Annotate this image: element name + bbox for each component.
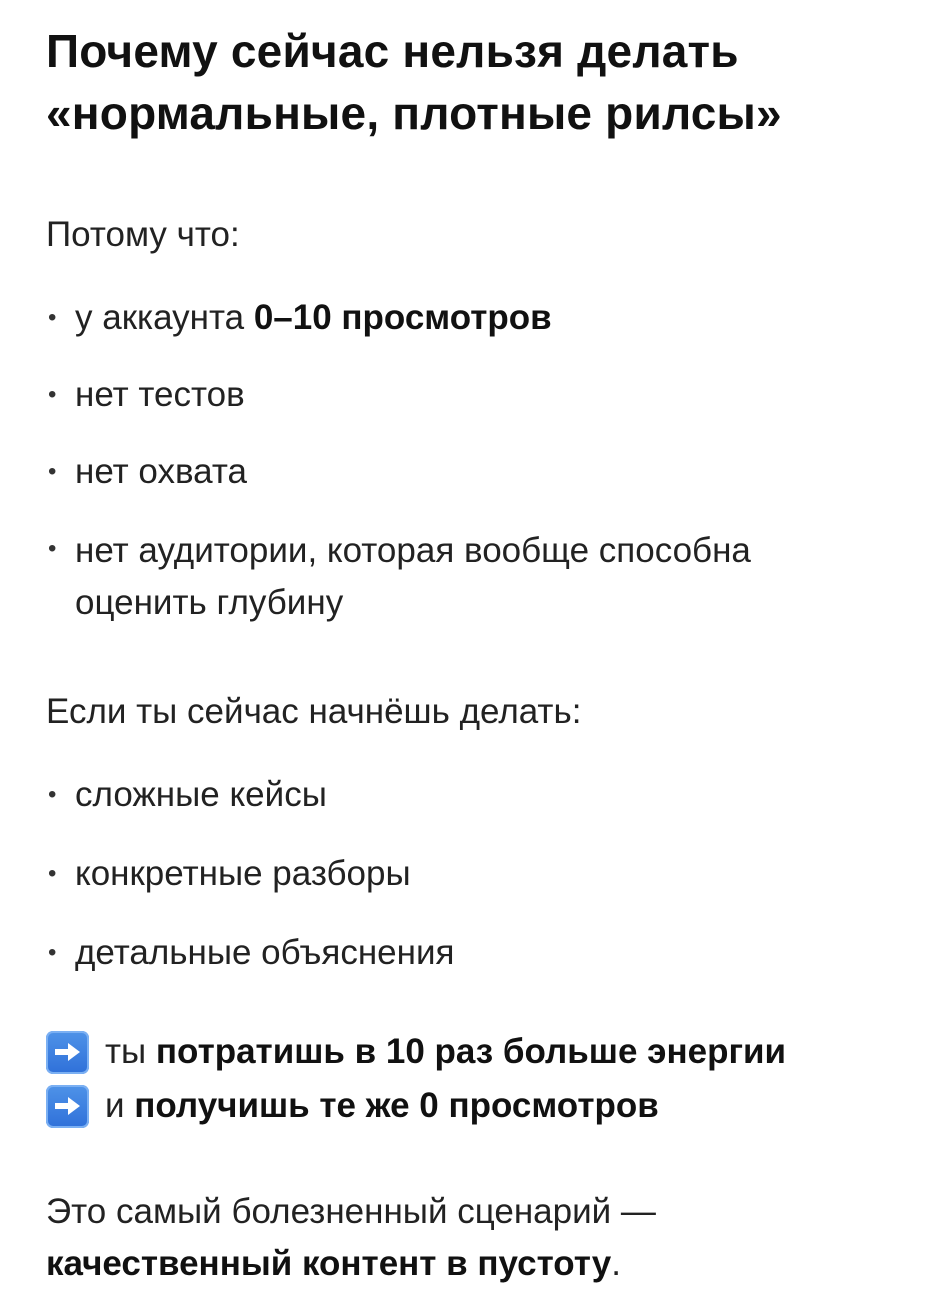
title-line-2: «нормальные, плотные рилсы» <box>46 87 782 139</box>
reason-item-audience-line-2: оценить глубину <box>75 583 344 622</box>
reason-item-views-prefix: у аккаунта <box>75 298 254 337</box>
reason-item-audience <box>46 525 908 629</box>
title-line-1: Почему сейчас нельзя делать <box>46 25 739 77</box>
reason-list <box>46 294 908 629</box>
content-type-list <box>46 771 908 977</box>
bullet-icon: • <box>48 939 57 966</box>
outcome-energy-prefix: ты <box>105 1032 156 1071</box>
conclusion <box>46 1186 908 1290</box>
content-type-item-text: детальные объяснения <box>75 933 455 972</box>
conclusion-period: . <box>611 1244 621 1283</box>
right-arrow-icon <box>46 1085 89 1128</box>
content-type-item-text: сложные кейсы <box>75 775 327 814</box>
outcome-energy-text <box>105 1026 786 1078</box>
bullet-icon: • <box>48 458 57 485</box>
right-arrow-icon <box>46 1031 89 1074</box>
content-type-item <box>46 771 908 819</box>
reason-item-tests-text: нет тестов <box>75 375 245 414</box>
bullet-icon: • <box>48 381 57 408</box>
content-type-item-text: конкретные разборы <box>75 854 411 893</box>
page-title <box>46 20 908 144</box>
outcome-list <box>46 1026 908 1132</box>
reason-item-tests <box>46 371 908 419</box>
bullet-icon: • <box>48 781 57 808</box>
content-type-item <box>46 850 908 898</box>
outcome-views-prefix: и <box>105 1086 135 1125</box>
bullet-icon: • <box>48 304 57 331</box>
reason-item-views <box>46 294 908 342</box>
reason-item-audience-line-1: нет аудитории, которая вообще способна <box>75 531 751 570</box>
outcome-views-text <box>105 1080 659 1132</box>
if-start-heading: Если ты сейчас начнёшь делать: <box>46 692 582 731</box>
content-type-item <box>46 929 908 977</box>
outcome-views-bold: получишь те же 0 просмотров <box>134 1086 659 1125</box>
conclusion-bold: качественный контент в пустоту <box>46 1244 612 1283</box>
reason-intro: Потому что: <box>46 215 240 254</box>
outcome-energy <box>46 1026 908 1078</box>
conclusion-line-1: Это самый болезненный сценарий — <box>46 1192 656 1231</box>
reason-item-views-text <box>75 294 908 342</box>
outcome-energy-bold: потратишь в 10 раз больше энергии <box>155 1032 787 1071</box>
reason-item-reach-text: нет охвата <box>75 452 247 491</box>
bullet-icon: • <box>48 860 57 887</box>
bullet-icon: • <box>48 535 57 562</box>
reason-item-views-bold: 0–10 просмотров <box>253 298 552 337</box>
conclusion-line-2 <box>46 1238 908 1290</box>
reason-item-reach <box>46 448 908 496</box>
outcome-views <box>46 1080 908 1132</box>
